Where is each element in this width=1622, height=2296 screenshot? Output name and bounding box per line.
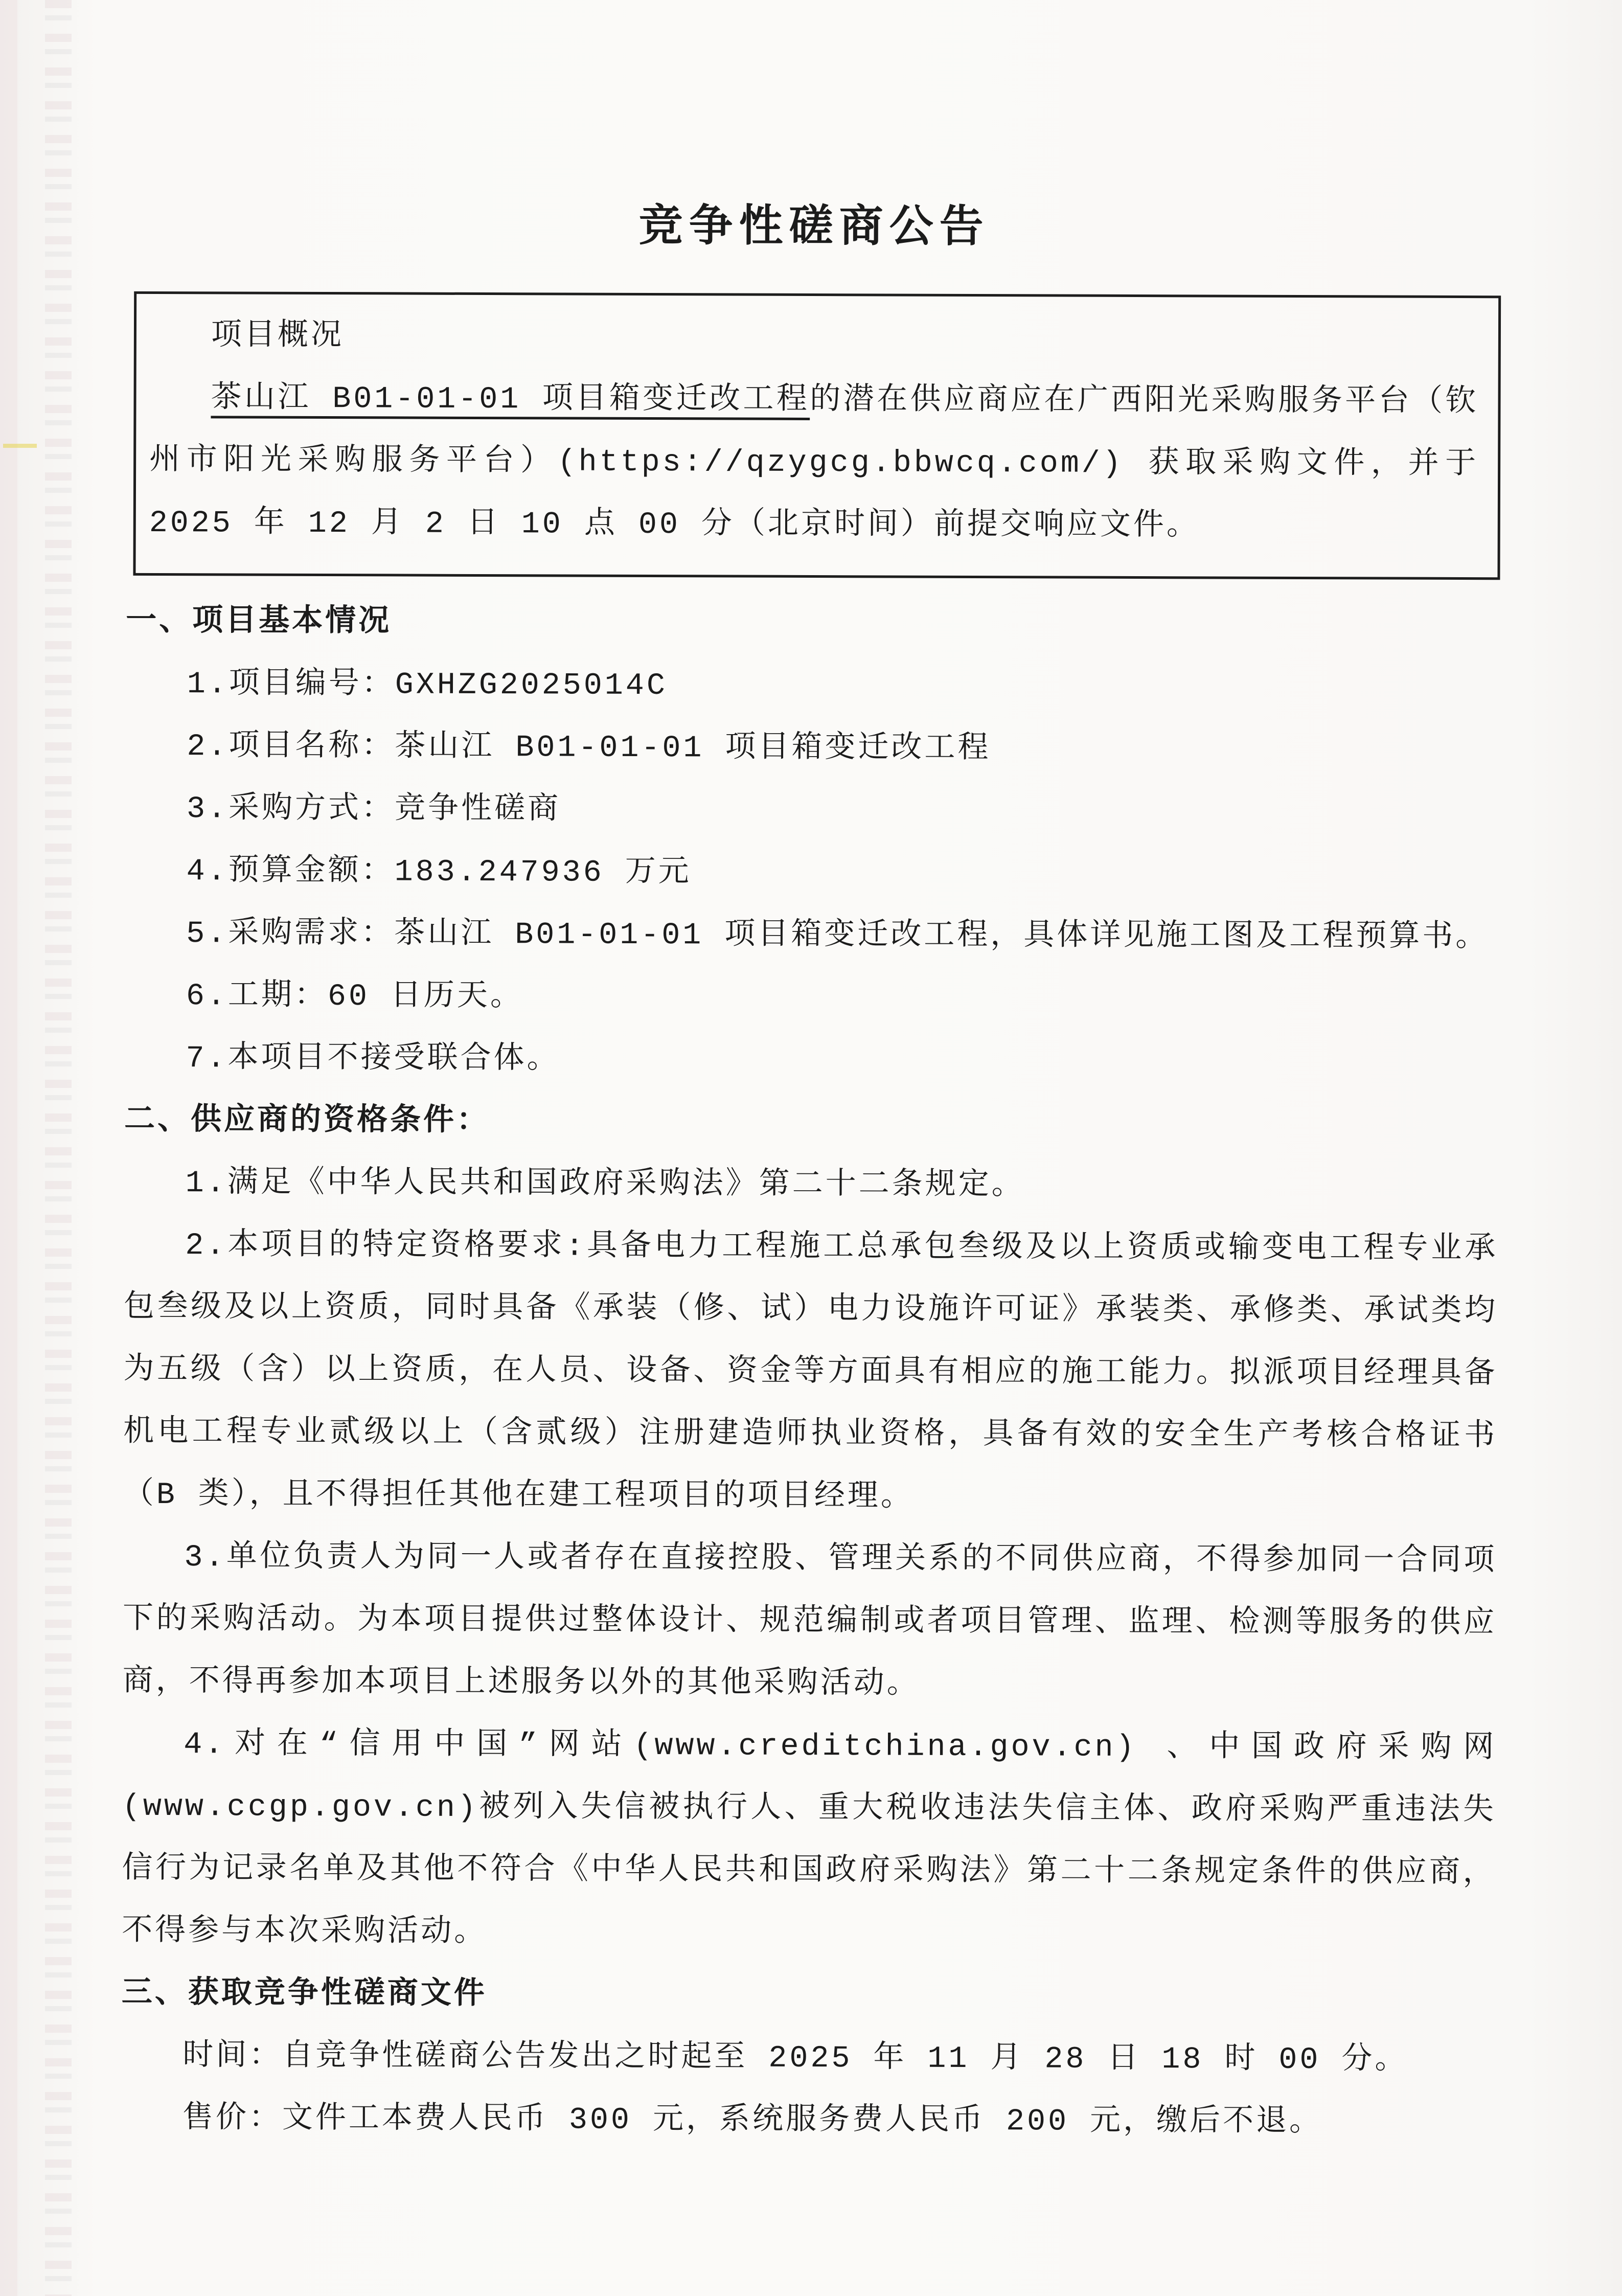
section-3-heading: 三、获取竞争性磋商文件 [121,1976,487,2013]
construction-period-line: 6.工期：60 日历天。 [186,979,524,1015]
project-name-line: 2.项目名称：茶山江 B01-01-01 项目箱变迁改工程 [187,730,991,767]
budget-amount-line: 4.预算金额：183.247936 万元 [186,854,692,891]
procurement-demand-line: 5.采购需求：茶山江 B01-01-01 项目箱变迁改工程，具体详见施工图及工程预算书。 [186,917,1489,956]
document-price-line: 售价：文件工本费人民币 300 元，系统服务费人民币 200 元，缴后不退。 [182,2102,1323,2141]
overview-paragraph-rest: 的潜在供应商应在广西阳光采购服务平台（钦州市阳光采购服务平台）(https://qzygcg.bbwcq.com/) 获取采购文件，并于 2025 年 12 月 2 日 10 点 00 分（北京时间）前提交响应文件。 [149,383,1479,544]
section-supplier-qualifications [122,1090,1498,1967]
qualification-item-1: 1.满足《中华人民共和国政府采购法》第二十二条规定。 [185,1166,1025,1204]
overview-heading: 项目概况 [211,319,345,355]
no-consortium-line: 7.本项目不接受联合体。 [186,1041,560,1078]
project-number-line: 1.项目编号：GXHZG2025014C [187,667,668,704]
page-title: 竞争性磋商公告 [638,203,990,255]
document-time-line: 时间：自竞争性磋商公告发出之时起至 2025 年 11 月 28 日 18 时 00 分。 [182,2039,1408,2078]
qualification-item-4: 4.对在“信用中国”网站(www.creditchina.gov.cn) 、中国政府采购网(www.ccgp.gov.cn)被列入失信被执行人、重大税收违法失信主体、政府采购严重违法失信行为记录名单及其他不符合《中华人民共和国政府采购法》第二十二条规定条件的供应商，不得参与本次采购活动。 [122,1727,1497,1951]
section-1-heading: 一、项目基本情况 [126,604,392,641]
overview-paragraph [149,368,1479,559]
project-overview-box [133,291,1501,580]
qualification-item-3: 3.单位负责人为同一人或者存在直接控股、管理关系的不同供应商，不得参加同一合同项下的采购活动。为本项目提供过整体设计、规范编制或者项目管理、监理、检测等服务的供应商，不得再参加本项目上述服务以外的其他采购活动。 [122,1540,1497,1702]
procurement-method-line: 3.采购方式：竞争性磋商 [186,792,561,828]
project-name-underlined: 茶山江 B01-01-01 项目箱变迁改工程 [211,381,810,418]
section-obtain-documents [121,1963,1496,2154]
section-project-basic-info [124,591,1500,1094]
qualification-item-2: 2.本项目的特定资格要求:具备电力工程施工总承包叁级及以上资质或输变电工程专业承包叁级及以上资质，同时具备《承装（修、试）电力设施许可证》承装类、承修类、承试类均为五级（含）以上资质，在人员、设备、资金等方面具有相应的施工能力。拟派项目经理具备机电工程专业贰级以上（含贰级）注册建造师执业资格，具备有效的安全生产考核合格证书（B 类），且不得担任其他在建工程项目的项目经理。 [123,1229,1498,1515]
section-2-heading: 二、供应商的资格条件： [124,1103,490,1140]
